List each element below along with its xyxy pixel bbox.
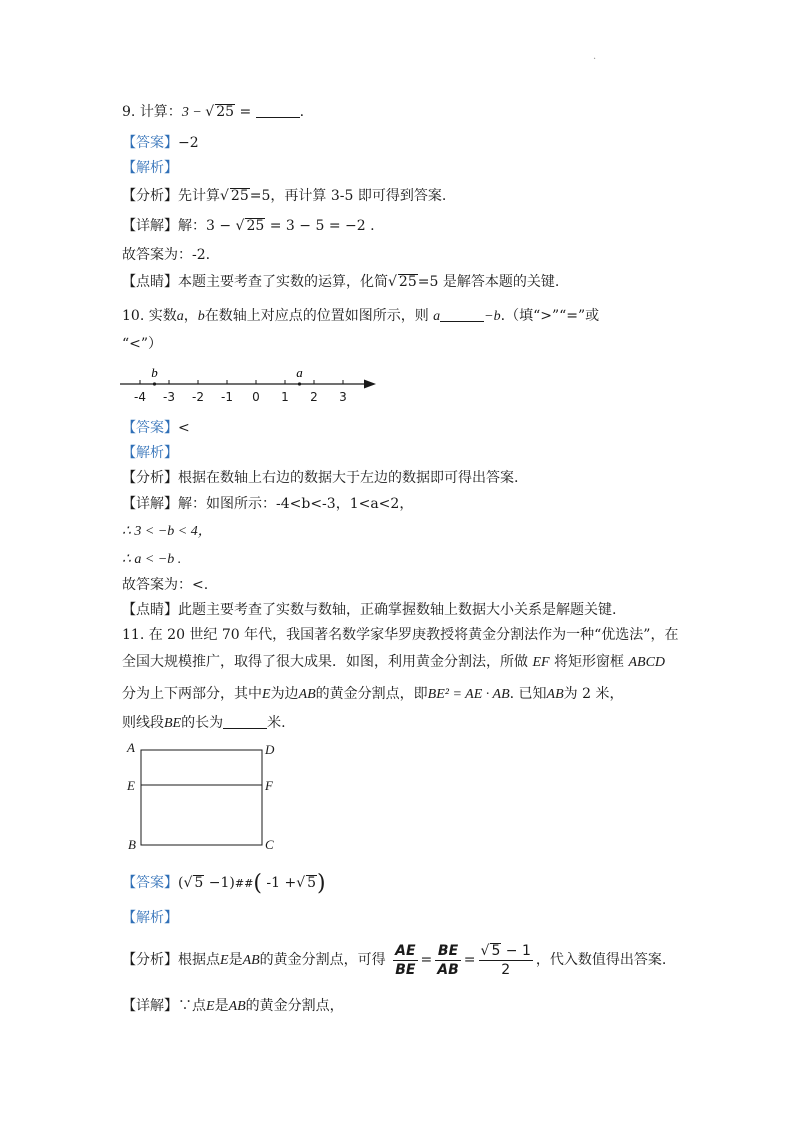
point-b-label: b — [151, 365, 158, 380]
sqrt-icon: √ — [235, 218, 245, 234]
paren-close: ) — [317, 871, 326, 896]
comment-tag: 【点睛】 — [122, 602, 178, 618]
var: BE — [164, 716, 182, 731]
arrow-icon — [364, 380, 376, 389]
final-answer: 故答案为：-2. — [122, 247, 211, 263]
text: 则线段 — [122, 715, 164, 731]
var: ABCD — [628, 655, 666, 670]
text: 的长为 — [181, 715, 224, 731]
analysis-tag: 【解析】 — [122, 910, 178, 926]
final-answer: 故答案为：<. — [122, 577, 209, 593]
analysis-tag: 【解析】 — [122, 160, 178, 176]
tick-label: 1 — [281, 390, 289, 404]
step-10-2 — [122, 549, 181, 570]
math-step: ∴ a < −b . — [122, 552, 182, 567]
question-11-line3 — [122, 684, 623, 705]
question-10-line2 — [122, 334, 162, 354]
text: . 已知 — [509, 686, 547, 702]
text: 将矩形窗框 — [554, 654, 625, 670]
question-number: 11. — [122, 627, 145, 643]
fenxi-tag: 【分析】 — [122, 952, 178, 968]
sqrt-icon: √ — [205, 104, 215, 120]
tick-label: 2 — [310, 390, 318, 404]
text: “<”） — [122, 336, 163, 352]
var: a — [176, 309, 184, 324]
denominator: BE — [395, 961, 416, 978]
fraction-be-ab — [435, 942, 461, 979]
var: AB — [228, 999, 246, 1014]
question-11-line2 — [122, 652, 665, 673]
fenxi-10 — [122, 468, 518, 488]
tick-label: -2 — [192, 390, 204, 404]
text: 根据点 — [178, 952, 220, 968]
text: 根据在数轴上右边的数据大于左边的数据即可得出答案. — [178, 470, 519, 486]
comment-9 — [122, 272, 559, 292]
answer-9 — [122, 133, 199, 153]
separator: ## — [234, 877, 254, 890]
answer-blank — [256, 103, 300, 118]
text: 分为上下两部分，其中 — [122, 686, 262, 702]
text: 的黄金分割点，可得 — [259, 952, 386, 968]
radicand: 5 — [194, 875, 204, 891]
label-a: A — [127, 740, 135, 755]
text: 此题主要考查了实数与数轴，正确掌握数轴上数据大小关系是解题关键. — [178, 602, 617, 618]
text: 解：3 − — [178, 218, 236, 234]
corner-mark: · — [593, 54, 597, 65]
tick-label: 3 — [339, 390, 347, 404]
sqrt-icon: √ — [480, 942, 490, 959]
var: AB — [242, 953, 260, 968]
text: 的黄金分割点，即 — [315, 686, 428, 702]
answer-blank — [223, 714, 267, 729]
text: −1) — [204, 875, 235, 891]
point-a — [298, 382, 301, 385]
radicand: 5 — [307, 875, 317, 891]
question-11 — [122, 625, 678, 645]
text: 为 2 米， — [563, 686, 624, 702]
var: E — [220, 953, 229, 968]
detail-tag: 【详解】 — [122, 496, 178, 512]
fraction-golden — [479, 942, 533, 979]
point-a-label: a — [296, 365, 303, 380]
fenxi-tag: 【分析】 — [122, 470, 178, 486]
var: AB — [298, 687, 316, 702]
text: ( — [178, 875, 184, 891]
var: b — [197, 309, 205, 324]
text: 的黄金分割点， — [245, 998, 344, 1014]
comment-10 — [122, 600, 616, 620]
var: E — [206, 999, 215, 1014]
radicand: 25 — [398, 274, 417, 290]
text: 在 20 世纪 70 年代，我国著名数学家华罗庚教授将黄金分割法作为一种“优选法”，在 — [148, 627, 679, 643]
tick-label: -1 — [221, 390, 233, 404]
tick-label: -4 — [134, 390, 146, 404]
detail-11 — [122, 996, 344, 1017]
final-9 — [122, 245, 210, 265]
sqrt-icon: √ — [220, 188, 229, 204]
end-mark: . — [299, 104, 305, 120]
question-number: 10. — [122, 308, 145, 324]
detail-tag: 【详解】 — [122, 218, 178, 234]
answer-10 — [122, 418, 190, 438]
answer-tag: 【答案】 — [122, 875, 178, 891]
text: 米. — [267, 715, 286, 731]
answer-tag: 【答案】 — [122, 135, 178, 151]
text: ， — [183, 308, 198, 324]
tick-label: -3 — [163, 390, 175, 404]
label-f: F — [265, 778, 273, 793]
text: =5，再计算 3-5 即可得到答案. — [249, 188, 447, 204]
var: a — [433, 309, 441, 324]
var: EF — [532, 655, 550, 670]
text: =5 是解答本题的关键. — [417, 274, 560, 290]
text: .（填“>”“=”或 — [500, 308, 600, 324]
math-expr: BE² = AE · AB — [427, 687, 510, 702]
numerator: BE — [435, 942, 461, 961]
step-10-1 — [122, 521, 212, 542]
text: 本题主要考查了实数的运算，化简 — [178, 274, 388, 290]
label-b: B — [128, 837, 136, 852]
detail-10 — [122, 494, 413, 514]
math-step: ∴ 3 < −b < 4， — [122, 524, 212, 539]
fraction-ae-be — [393, 942, 417, 979]
analysis-9 — [122, 158, 178, 178]
text: 解：如图所示：-4<b<-3，1<a<2， — [178, 496, 414, 512]
question-number: 9. — [122, 104, 136, 120]
text: 全国大规模推广，取得了很大成果．如图，利用黄金分割法，所做 — [122, 654, 528, 670]
question-11-line4 — [122, 713, 286, 734]
analysis-tag: 【解析】 — [122, 445, 178, 461]
rect-abcd — [141, 750, 262, 845]
label-e: E — [127, 778, 135, 793]
detail-9 — [122, 216, 375, 236]
text: 是 — [228, 952, 243, 968]
text: 在数轴上对应点的位置如图所示，则 — [204, 308, 429, 324]
tick-label: 0 — [252, 390, 260, 404]
question-text: 计算： — [139, 104, 182, 120]
answer-tag: 【答案】 — [122, 420, 178, 436]
fenxi-9 — [122, 186, 446, 206]
sqrt-icon: √ — [388, 274, 397, 290]
var: AB — [546, 687, 564, 702]
numerator — [479, 942, 533, 961]
label-c: C — [265, 837, 274, 852]
comment-tag: 【点睛】 — [122, 274, 178, 290]
question-10 — [122, 306, 599, 327]
answer-11 — [122, 873, 326, 894]
paren-open: ( — [253, 871, 262, 896]
text: ，代入数值得出答案. — [535, 952, 667, 968]
point-b — [153, 382, 156, 385]
text: -1 + — [261, 875, 297, 891]
text: 实数 — [148, 308, 177, 324]
final-10 — [122, 575, 208, 595]
answer-blank — [440, 307, 484, 322]
text: = 3 − 5 = −2 . — [265, 218, 375, 234]
fenxi-11: 【分析】根据点E是AB的黄金分割点，可得 $\frac{AE}{BE}$ = $\frac{BE}{AB}$ = $\frac{√ 5 - 1}{2}$ ，代入数值得出答案. — [122, 942, 667, 978]
denominator: AB — [437, 961, 459, 978]
rectangle-figure — [124, 738, 284, 854]
text: 先计算 — [178, 188, 220, 204]
radicand: 25 — [216, 104, 235, 120]
text: ∵点 — [178, 998, 206, 1014]
text: − 1 — [501, 942, 531, 959]
numerator: AE — [395, 942, 416, 959]
radicand: 25 — [246, 218, 265, 234]
question-9 — [122, 102, 304, 123]
var: −b — [484, 309, 501, 324]
fenxi-tag: 【分析】 — [122, 188, 178, 204]
var: E — [262, 687, 271, 702]
expr-part: = — [235, 104, 252, 120]
sqrt-icon: √ — [296, 875, 306, 891]
denominator: 2 — [501, 961, 511, 978]
expr-part: 3 − — [181, 105, 206, 120]
radicand: 25 — [230, 188, 249, 204]
answer-value: < — [178, 420, 190, 436]
analysis-11 — [122, 908, 178, 928]
answer-value: −2 — [178, 135, 199, 151]
detail-tag: 【详解】 — [122, 998, 178, 1014]
label-d: D — [265, 742, 275, 757]
sqrt-icon: √ — [183, 875, 193, 891]
text: 是 — [214, 998, 229, 1014]
radicand: 5 — [491, 942, 501, 959]
text: 为边 — [270, 686, 299, 702]
number-line — [118, 360, 380, 406]
analysis-10 — [122, 443, 178, 463]
